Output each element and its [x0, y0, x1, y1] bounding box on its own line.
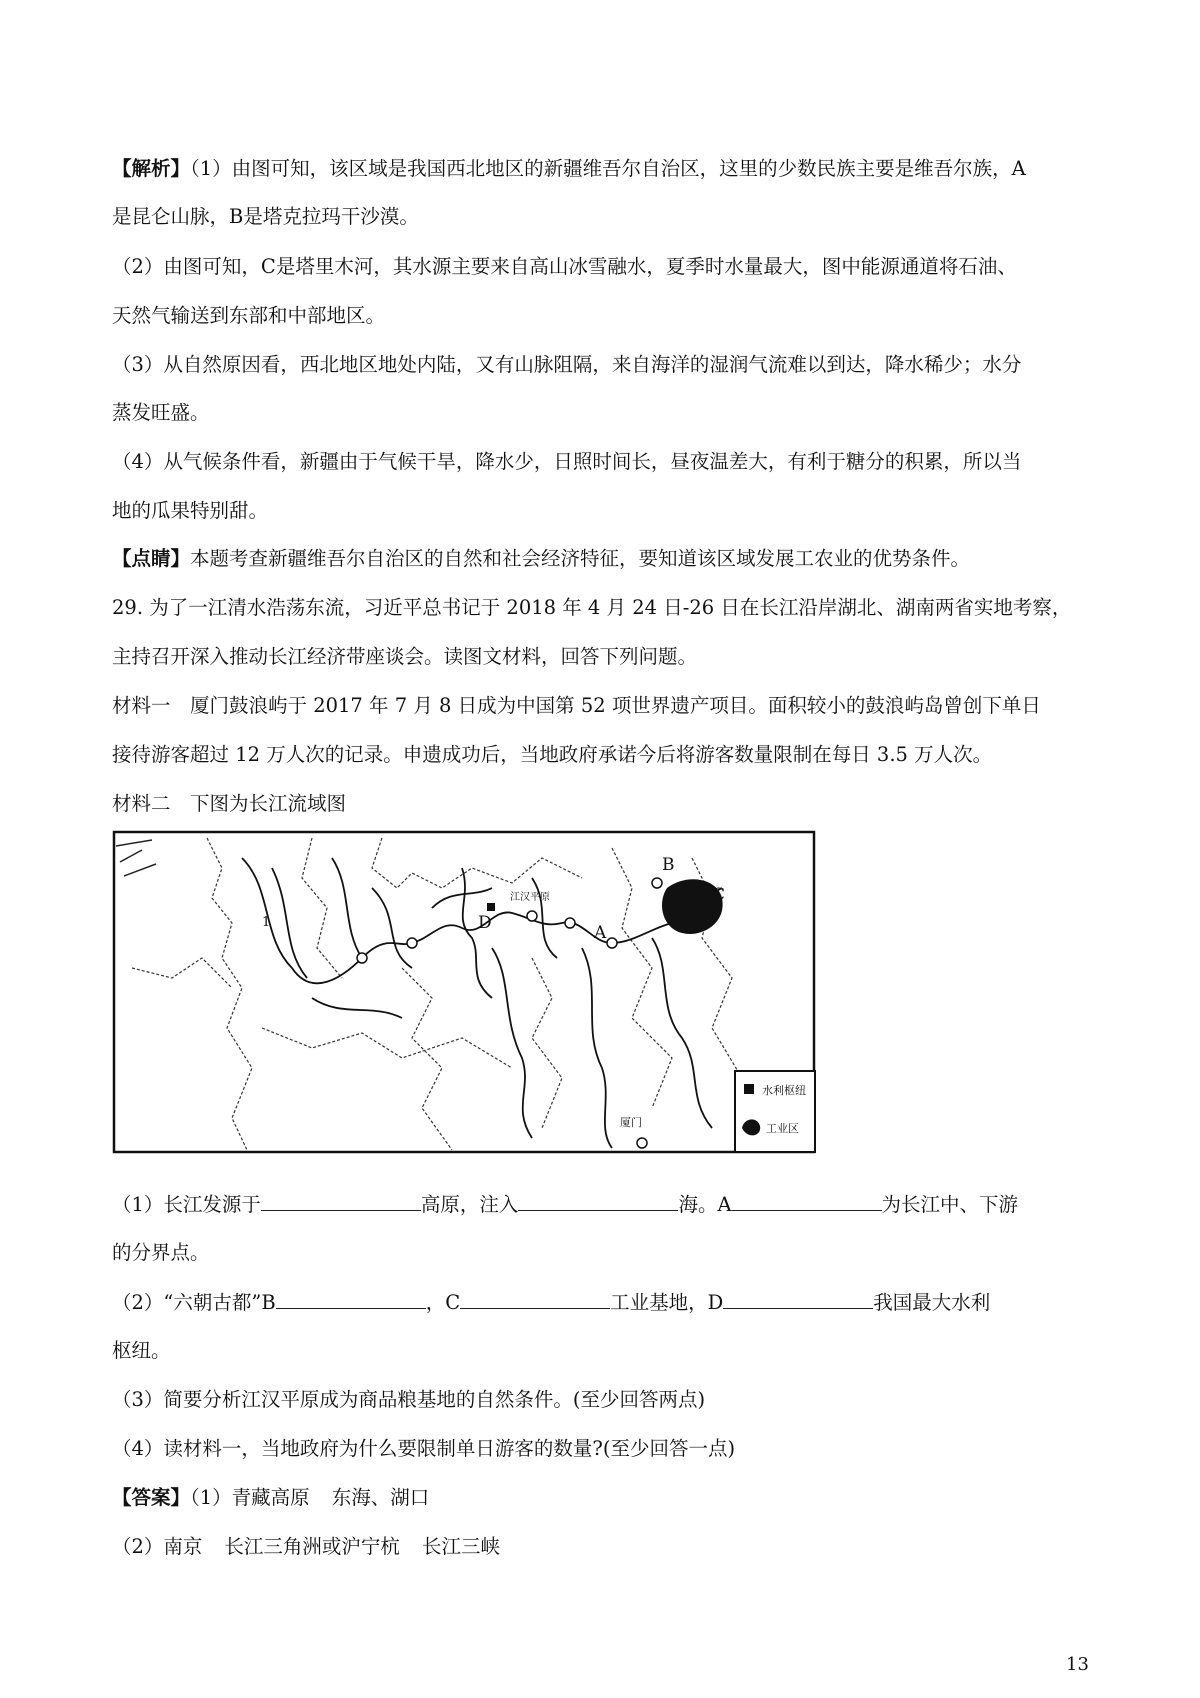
material-text: 材料一 厦门鼓浪屿于 2017 年 7 月 8 日成为中国第 52 项世界遗产项目。面积较小的鼓浪屿岛曾创下单日 [112, 694, 1041, 717]
answer-text: 长江三峡 [421, 1535, 500, 1558]
analysis-tag: 【解析】 [112, 157, 191, 180]
analysis-text: 天然气输送到东部和中部地区。 [112, 304, 386, 327]
sub-question-2 [112, 1290, 1102, 1314]
legend-water-hub-icon [744, 1084, 754, 1094]
q1-text: （1）长江发源于 [112, 1193, 261, 1216]
q1-text: 为长江中、下游 [881, 1193, 1019, 1216]
page-number: 13 [1066, 1654, 1089, 1675]
map-label-b: B [662, 855, 675, 875]
sub-question-3: （3）简要分析江汉平原成为商品粮基地的自然条件。(至少回答两点) [112, 1388, 706, 1411]
answer-text: 东海、湖口 [331, 1486, 430, 1509]
map-label-c: C [712, 885, 726, 905]
answer-tag: 【答案】 [112, 1486, 191, 1509]
analysis-text: （3）从自然原因看，西北地区地处内陆，又有山脉阻隔，来自海洋的湿润气流难以到达，降水稀少；水分 [112, 353, 1022, 376]
analysis-text: 是昆仑山脉，B是塔克拉玛干沙漠。 [112, 205, 419, 228]
q2-text: ，C [425, 1291, 461, 1314]
comment-text: 本题考查新疆维吾尔自治区的自然和社会经济特征，要知道该区域发展工农业的优势条件。 [190, 547, 971, 570]
analysis-text: （1）由图可知，该区域是我国西北地区的新疆维吾尔自治区，这里的少数民族主要是维吾尔族，A [190, 157, 1026, 180]
q1-text: 海。A [678, 1193, 732, 1216]
answer-blank[interactable] [723, 1290, 873, 1309]
map-label-d: D [478, 913, 492, 933]
question-text: 29. 为了一江清水浩荡东流，习近平总书记于 2018 年 4 月 24 日-26 日在长江沿岸湖北、湖南两省实地考察， [112, 596, 1072, 619]
q2-text: 我国最大水利 [873, 1291, 991, 1314]
answer-text: （1）青藏高原 [190, 1486, 310, 1509]
comment-tag: 【点睛】 [112, 547, 191, 570]
q1-text: 的分界点。 [112, 1241, 210, 1264]
legend-industrial-label: 工业区 [766, 1122, 799, 1135]
legend-water-hub-label: 水利枢纽 [762, 1084, 806, 1097]
analysis-text: （2）由图可知，C是塔里木河，其水源主要来自高山冰雪融水，夏季时水量最大，图中能源通道将石油、 [112, 255, 1017, 278]
answer-line-1 [112, 1486, 1102, 1509]
map-legend [735, 1071, 815, 1152]
sub-question-4: （4）读材料一，当地政府为什么要限制单日游客的数量?(至少回答一点) [112, 1437, 736, 1460]
q2-text: 工业基地，D [610, 1291, 724, 1314]
water-hub-marker [487, 903, 495, 911]
map-label-jianghan: 江汉平原 [510, 892, 550, 903]
comment-line [112, 547, 1102, 570]
map-label-xiamen: 厦门 [620, 1116, 642, 1129]
analysis-text: （4）从气候条件看，新疆由于气候干旱，降水少，日照时间长，昼夜温差大，有利于糖分的积累，所以当 [112, 450, 1022, 473]
analysis-line [112, 157, 1102, 180]
answer-blank[interactable] [261, 1192, 421, 1211]
q1-text: 高原，注入 [420, 1193, 519, 1216]
answer-line-2 [112, 1535, 1102, 1558]
analysis-text: 地的瓜果特别甜。 [112, 499, 269, 522]
answer-blank[interactable] [276, 1290, 426, 1309]
yangtze-basin-map [112, 828, 817, 1156]
map-label-1: 1 [262, 915, 271, 930]
material-text: 接待游客超过 12 万人次的记录。申遗成功后，当地政府承诺今后将游客数量限制在每日 3.5 万人次。 [112, 743, 993, 766]
map-label-a: A [594, 923, 607, 943]
q2-text: 枢纽。 [112, 1339, 171, 1362]
sub-question-1 [112, 1192, 1102, 1216]
answer-blank[interactable] [460, 1290, 610, 1309]
material-text: 材料二 下图为长江流域图 [112, 792, 347, 815]
analysis-text: 蒸发旺盛。 [112, 401, 210, 424]
q2-text: （2）“六朝古都”B [112, 1291, 276, 1314]
question-text: 主持召开深入推动长江经济带座谈会。读图文材料，回答下列问题。 [112, 645, 698, 668]
answer-text: 长江三角洲或沪宁杭 [224, 1535, 400, 1558]
answer-blank[interactable] [732, 1192, 882, 1211]
answer-text: （2）南京 [112, 1535, 203, 1558]
answer-blank[interactable] [518, 1192, 678, 1211]
